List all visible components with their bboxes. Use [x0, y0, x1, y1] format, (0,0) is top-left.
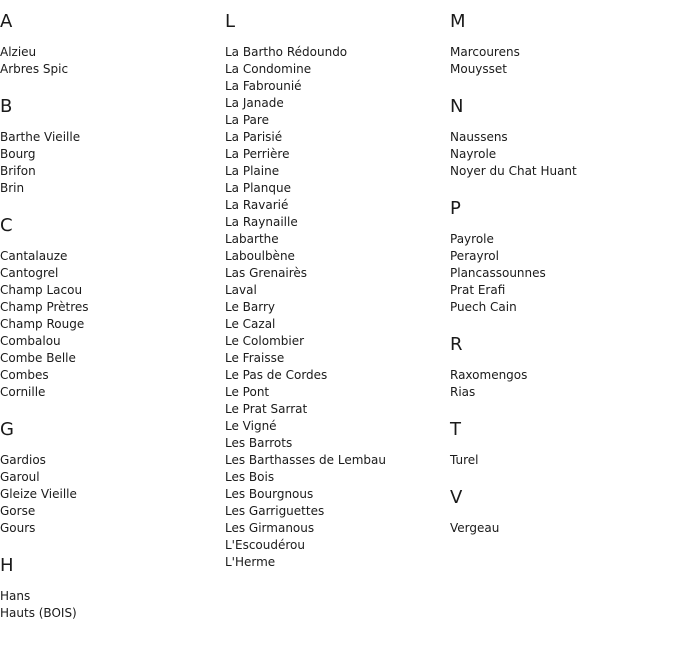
place-item: La Raynaille — [225, 215, 298, 229]
place-item: Payrole — [450, 232, 494, 246]
letter-heading: V — [450, 487, 463, 508]
place-item: Alzieu — [0, 45, 37, 59]
letter-heading: T — [450, 419, 461, 440]
place-item: La Parisié — [225, 130, 283, 144]
letter-group — [450, 10, 670, 78]
place-item: Bourg — [0, 147, 36, 161]
place-item: Cornille — [0, 385, 46, 399]
letter-group — [225, 10, 445, 571]
letter-group — [450, 95, 670, 180]
index-column-1 — [0, 10, 220, 639]
place-item: Laboulbène — [225, 249, 295, 263]
place-item: Le Prat Sarrat — [225, 402, 308, 416]
place-item: La Planque — [225, 181, 291, 195]
letter-heading: H — [0, 555, 14, 576]
place-item: Champ Rouge — [0, 317, 85, 331]
place-item: Gardios — [0, 453, 46, 467]
place-item: Nayrole — [450, 147, 497, 161]
letter-heading: B — [0, 96, 13, 117]
letter-group — [450, 197, 670, 316]
index-column-2 — [225, 10, 445, 588]
letter-group — [450, 333, 670, 401]
place-item: Perayrol — [450, 249, 499, 263]
letter-heading: P — [450, 198, 461, 219]
place-item: La Fabrounié — [225, 79, 302, 93]
place-item: La Pare — [225, 113, 269, 127]
place-item: Le Barry — [225, 300, 276, 314]
place-item: Garoul — [0, 470, 40, 484]
place-item: Raxomengos — [450, 368, 528, 382]
letter-group — [450, 418, 670, 469]
place-item: Les Barthasses de Lembau — [225, 453, 386, 467]
place-item: Le Fraisse — [225, 351, 285, 365]
place-item: Combe Belle — [0, 351, 76, 365]
place-item: Rias — [450, 385, 476, 399]
place-item: L'Escoudérou — [225, 538, 305, 552]
place-item: Les Barrots — [225, 436, 293, 450]
place-item: La Perrière — [225, 147, 290, 161]
index-column-3 — [450, 10, 670, 554]
place-item: Brin — [0, 181, 25, 195]
place-item: La Ravarié — [225, 198, 289, 212]
place-item: Mouysset — [450, 62, 507, 76]
letter-group — [0, 95, 220, 197]
letter-heading: N — [450, 96, 464, 117]
place-item: Arbres Spic — [0, 62, 69, 76]
place-item: Brifon — [0, 164, 36, 178]
place-item: Marcourens — [450, 45, 520, 59]
place-item: La Plaine — [225, 164, 280, 178]
place-item: Champ Lacou — [0, 283, 83, 297]
letter-group — [0, 418, 220, 537]
place-item: Le Colombier — [225, 334, 305, 348]
place-item: Les Garriguettes — [225, 504, 325, 518]
letter-group — [0, 554, 220, 622]
letter-heading: C — [0, 215, 13, 236]
place-item: Combes — [0, 368, 49, 382]
place-item: Gleize Vieille — [0, 487, 77, 501]
place-item: Gorse — [0, 504, 36, 518]
place-item: L'Herme — [225, 555, 276, 569]
place-item: Puech Cain — [450, 300, 517, 314]
place-item: Le Pas de Cordes — [225, 368, 328, 382]
place-item: Cantogrel — [0, 266, 59, 280]
place-item: Le Vigné — [225, 419, 277, 433]
place-item: Las Grenairès — [225, 266, 308, 280]
place-item: Les Bourgnous — [225, 487, 314, 501]
place-item: Labarthe — [225, 232, 279, 246]
place-item: Cantalauze — [0, 249, 68, 263]
place-item: La Bartho Rédoundo — [225, 45, 348, 59]
place-item: Naussens — [450, 130, 508, 144]
letter-heading: R — [450, 334, 463, 355]
place-item: Le Pont — [225, 385, 270, 399]
letter-group — [0, 214, 220, 401]
place-item: Noyer du Chat Huant — [450, 164, 577, 178]
letter-heading: L — [225, 11, 236, 32]
place-item: Le Cazal — [225, 317, 276, 331]
place-item: La Condomine — [225, 62, 312, 76]
place-item: Turel — [450, 453, 479, 467]
place-item: Gours — [0, 521, 36, 535]
letter-heading: M — [450, 11, 466, 32]
place-item: Hans — [0, 589, 31, 603]
letter-heading: A — [0, 11, 13, 32]
place-item: La Janade — [225, 96, 284, 110]
place-item: Combalou — [0, 334, 61, 348]
place-item: Les Girmanous — [225, 521, 315, 535]
letter-group — [450, 486, 670, 537]
place-item: Champ Prètres — [0, 300, 89, 314]
place-item: Barthe Vieille — [0, 130, 81, 144]
letter-group — [0, 10, 220, 78]
place-item: Prat Erafi — [450, 283, 506, 297]
place-item: Les Bois — [225, 470, 275, 484]
place-item: Plancassounnes — [450, 266, 546, 280]
place-item: Hauts (BOIS) — [0, 606, 77, 620]
place-item: Vergeau — [450, 521, 500, 535]
place-item: Laval — [225, 283, 257, 297]
letter-heading: G — [0, 419, 14, 440]
